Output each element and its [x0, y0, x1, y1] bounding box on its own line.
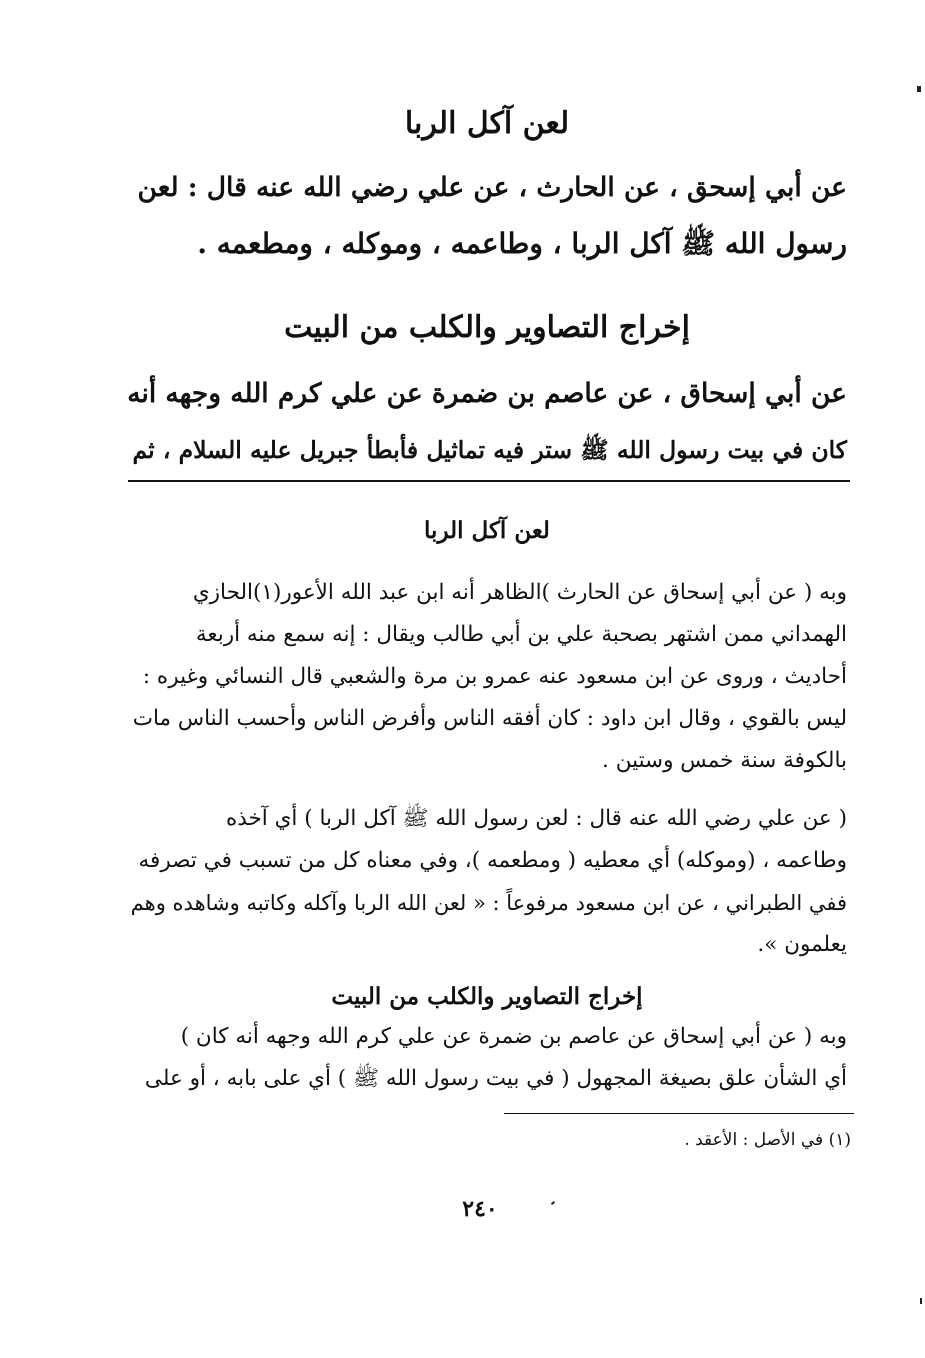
commentary-paragraph-1-line-5: بالكوفة سنة خمس وستين . — [602, 748, 847, 773]
commentary-paragraph-1-line-1: وبه ( عن أبي إسحاق عن الحارث )الظاهر أنه ابن عبد الله الأعور(١)الحازي — [192, 580, 847, 605]
commentary-paragraph-1-line-3: أحاديث ، وروى عن ابن مسعود عنه عمرو بن مرة والشعبي قال النسائي وغيره : — [142, 664, 847, 689]
main-paragraph-1-line-1: عن أبي إسحق ، عن الحارث ، عن علي رضي الله عنه قال : لعن — [137, 172, 847, 203]
main-paragraph-2-line-2: كان في بيت رسول الله ﷺ ستر فيه تماثيل فأبطأ جبريل عليه السلام ، ثم — [132, 436, 847, 464]
commentary-heading-2: إخراج التصاوير والكلب من البيت — [331, 983, 643, 1010]
commentary-paragraph-1-line-4: ليس بالقوي ، وقال ابن داود : كان أفقه الناس وأفرض الناس وأحسب الناس مات — [132, 706, 847, 731]
scan-speck — [551, 1201, 555, 1205]
commentary-paragraph-3 — [127, 1016, 847, 1100]
commentary-heading-1: لعن آكل الربا — [424, 517, 550, 544]
main-paragraph-1 — [127, 160, 847, 272]
page-number: ٢٤٠ — [462, 1196, 498, 1222]
commentary-paragraph-2-line-2: وطاعمه ، (وموكله) أي معطيه ( ومطعمه )، وفي معناه كل من تسبب في تصرفه — [138, 848, 847, 873]
commentary-paragraph-2-line-1: ( عن علي رضي الله عنه قال : لعن رسول الله ﷺ آكل الربا ) أي آخذه — [225, 806, 847, 831]
commentary-paragraph-1 — [127, 572, 847, 782]
footnote-divider — [504, 1113, 854, 1114]
commentary-paragraph-3-line-2: أي الشأن علق بصيغة المجهول ( في بيت رسول الله ﷺ ) أي على بابه ، أو على — [144, 1066, 847, 1091]
main-text-divider — [128, 480, 850, 482]
commentary-paragraph-2-line-4: يعلمون ». — [757, 932, 847, 957]
scan-speck — [920, 1298, 922, 1304]
main-paragraph-2 — [127, 366, 847, 478]
main-heading-2: إخراج التصاوير والكلب من البيت — [284, 310, 690, 345]
main-paragraph-1-line-2: رسول الله ﷺ آكل الربا ، وطاعمه ، وموكله ، ومطعمه . — [197, 227, 847, 260]
scan-speck — [917, 86, 921, 92]
commentary-paragraph-2-line-3: ففي الطبراني ، عن ابن مسعود مرفوعاً : « لعن الله الربا وآكله وكاتبه وشاهده وهم — [130, 891, 847, 915]
commentary-paragraph-1-line-2: الهمداني ممن اشتهر بصحبة علي بن أبي طالب ويقال : إنه سمع منه أربعة — [195, 622, 847, 647]
main-heading-1: لعن آكل الربا — [404, 106, 570, 141]
commentary-paragraph-3-line-1: وبه ( عن أبي إسحاق عن عاصم بن ضمرة عن علي كرم الله وجهه أنه كان ) — [180, 1024, 847, 1049]
main-paragraph-2-line-1: عن أبي إسحاق ، عن عاصم بن ضمرة عن علي كرم الله وجهه أنه — [127, 378, 847, 409]
footnote: (١) في الأصل : الأعقد . — [684, 1130, 851, 1150]
commentary-paragraph-2 — [127, 798, 847, 966]
